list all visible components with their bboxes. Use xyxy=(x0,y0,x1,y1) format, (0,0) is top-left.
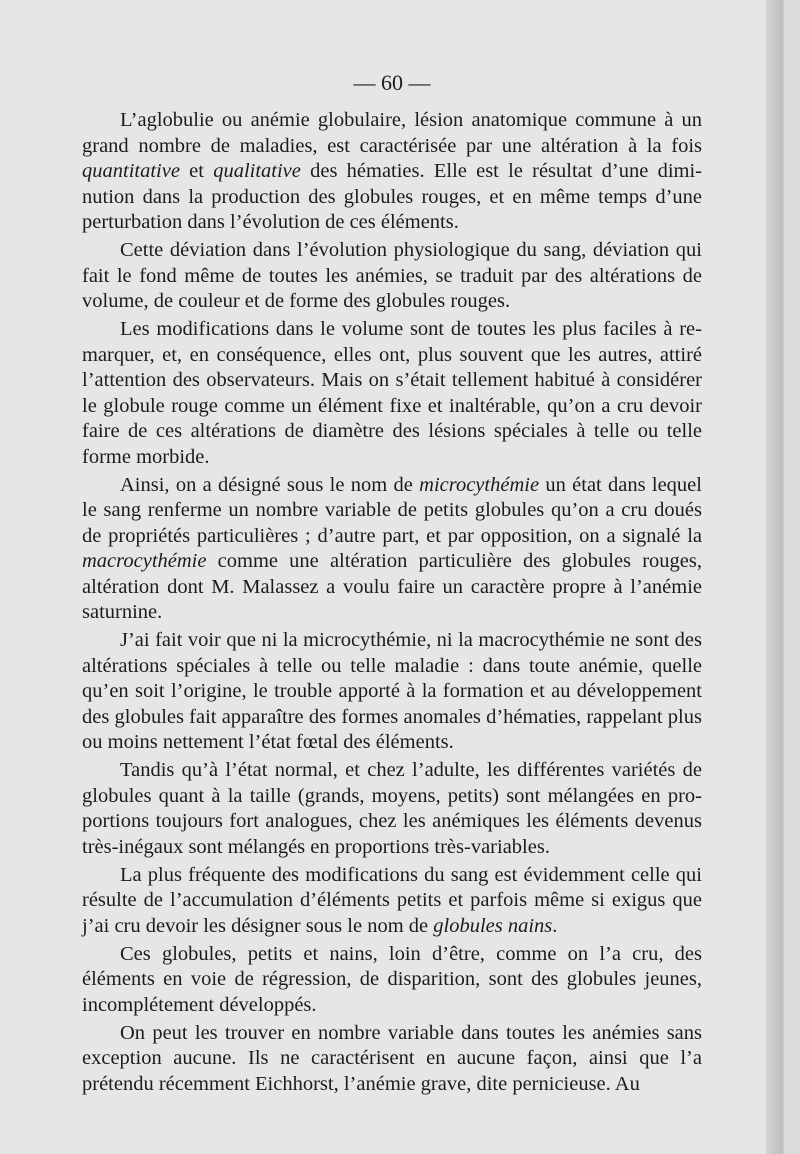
text-run: Ces globules, petits et nains, loin d’être, comme on l’a cru, des éléments en voie de régression, de disparition, sont des globules jeunes, incomplétement développés. xyxy=(82,942,702,1016)
page-number: — 60 — xyxy=(353,70,431,95)
paragraph-1 xyxy=(82,108,702,236)
italic-term: qualitative xyxy=(213,160,301,182)
text-run: des hématies. Elle est le résultat d’une diminution dans la production des globules rouges, et en même temps d’une perturbation dans l’évolution de ces éléments. xyxy=(82,160,702,233)
italic-term: macrocythémie xyxy=(82,550,207,572)
italic-term: quantitative xyxy=(82,160,180,182)
text-run: L’aglobulie ou anémie globulaire, lésion anatomique commune à un grand nombre de maladies, est caractérisée par une altération à la fois xyxy=(82,109,702,157)
text-run: On peut les trouver en nombre variable dans toutes les anémies sans exception aucune. Ils ne caractérisent en aucune façon, ainsi que l’a prétendu récemment Eichhorst, l’anémie grave, dite pernicieuse. Au xyxy=(82,1021,702,1095)
text-run: J’ai fait voir que ni la microcythémie, ni la macrocythémie ne sont des altérations spéciales à telle ou telle maladie : dans toute anémie, quelle qu’en soit l’origine, le trouble apporté à la formation et au développement des globules fait apparaître des formes anomales d’hématies, rappelant plus ou moins nettement l’état fœtal des éléments. xyxy=(82,629,702,753)
paragraph-2 xyxy=(82,238,702,315)
text-run: un état dans lequel le sang renferme un nombre variable de petits globules qu’on a cru doués de propriétés particulières ; d’autre part, et par opposition, on a signalé la xyxy=(82,473,702,547)
paragraph-7 xyxy=(82,863,702,940)
paragraph-6 xyxy=(82,758,702,860)
text-run: Cette déviation dans l’évolution physiologique du sang, déviation qui fait le fond même de toutes les anémies, se traduit par des altérations de volume, de couleur et de forme des globules rouges. xyxy=(82,239,702,312)
paragraph-8 xyxy=(82,942,702,1019)
text-run: comme une altération particulière des globules rouges, altération dont M. Malassez a voulu faire un caractère propre à l’anémie saturnine. xyxy=(82,550,702,623)
paragraph-3 xyxy=(82,317,702,470)
text-run: Ainsi, on a désigné sous le nom de xyxy=(120,473,420,496)
text-run: Les modifications dans le volume sont de toutes les plus faciles à remarquer, et, en conséquence, elles ont, plus souvent que les autres, attiré l’attention des observateurs. Mais on s’était tellement habitué à considérer le globule rouge comme un élément fixe et inaltérable, qu’on a cru devoir faire de ces altérations de diamètre des lésions spéciales à telle ou telle forme morbide. xyxy=(82,318,702,468)
page-edge xyxy=(766,0,782,1154)
italic-term: microcythémie xyxy=(419,473,540,496)
paragraph-9 xyxy=(82,1021,702,1098)
text-run: et xyxy=(179,160,214,182)
text-run: . xyxy=(552,914,558,937)
paragraph-4 xyxy=(82,473,702,626)
text-run: Tandis qu’à l’état normal, et chez l’adulte, les différentes variétés de globules quant à la taille (grands, moyens, petits) sont mélangées en proportions toujours fort analogues, chez les anémiques les éléments devenus très-inégaux sont mélangés en proportions très-variables. xyxy=(82,759,702,858)
paragraph-5 xyxy=(82,628,702,756)
italic-term: globules nains xyxy=(433,914,553,937)
body-text xyxy=(82,108,702,1100)
text-run: La plus fréquente des modifications du sang est évidemment celle qui résulte de l’accumulation d’éléments petits et parfois même si exigus que j’ai cru devoir les désigner sous le nom de xyxy=(82,863,702,937)
